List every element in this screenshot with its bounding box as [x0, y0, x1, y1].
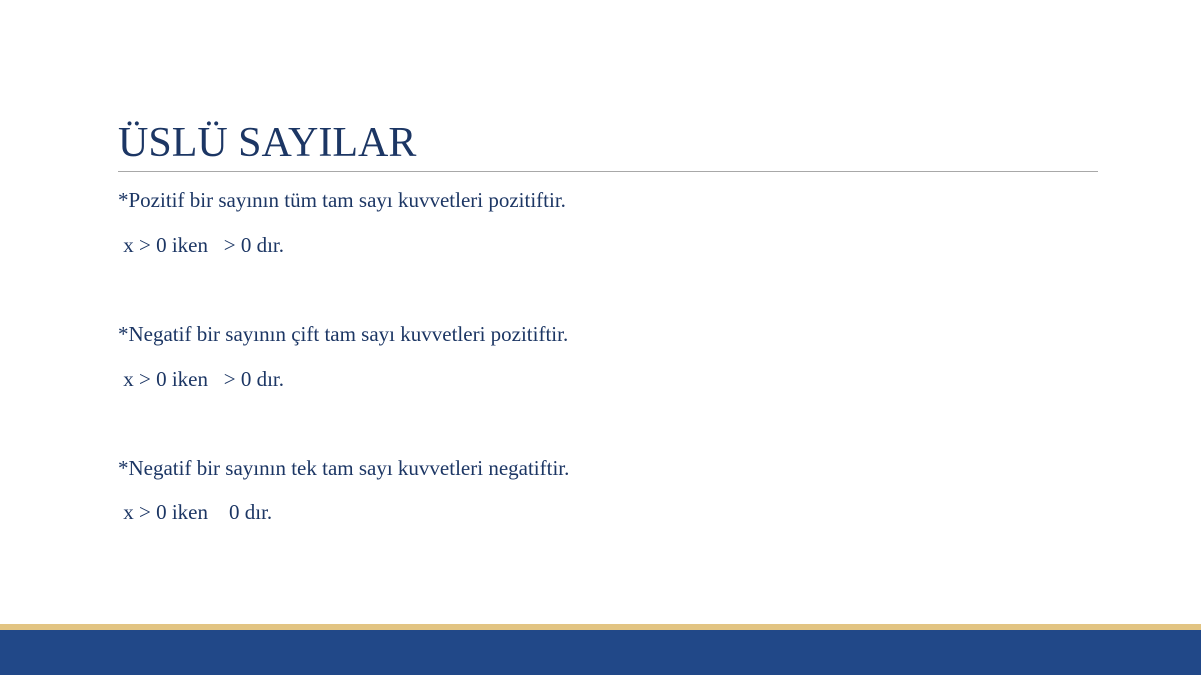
rule-positive-condition: x > 0 iken > 0 dır. [118, 233, 285, 257]
rule-negative-odd-power: *Negatif bir sayının tek tam sayı kuvvetleri negatiftir. [118, 456, 570, 480]
rule-negative-even-power: *Negatif bir sayının çift tam sayı kuvvetleri pozitiftir. [118, 322, 569, 346]
footer-blue-band [0, 630, 1201, 675]
rule-negative-odd-condition: x > 0 iken 0 dır. [118, 500, 273, 524]
slide-title: ÜSLÜ SAYILAR [118, 120, 417, 166]
title-divider [118, 171, 1098, 172]
rule-positive-base: *Pozitif bir sayının tüm tam sayı kuvvetleri pozitiftir. [118, 188, 566, 212]
rule-negative-even-condition: x > 0 iken > 0 dır. [118, 367, 285, 391]
